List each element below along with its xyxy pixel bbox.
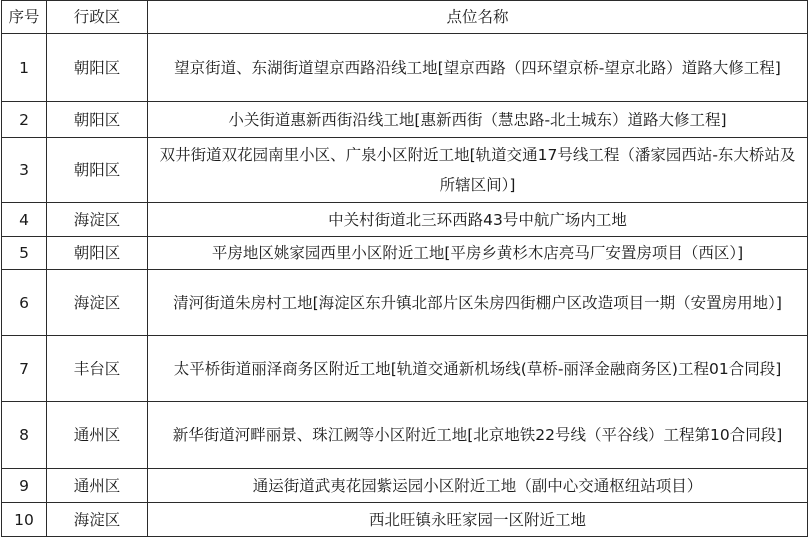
serial-no-cell: 10 [2, 503, 47, 537]
table-row [2, 203, 808, 237]
place-name-cell: 双井街道双花园南里小区、广泉小区附近工地[轨道交通17号线工程（潘家园西站-东大桥站及所辖区间）] [148, 138, 808, 203]
header-district: 行政区 [47, 1, 148, 34]
place-name-cell: 小关街道惠新西街沿线工地[惠新西街（慧忠路-北土城东）道路大修工程] [148, 102, 808, 138]
place-name-cell: 中关村街道北三环西路43号中航广场内工地 [148, 203, 808, 237]
place-name-cell: 新华街道河畔丽景、珠江阙等小区附近工地[北京地铁22号线（平谷线）工程第10合同段] [148, 402, 808, 469]
place-name-cell: 清河街道朱房村工地[海淀区东升镇北部片区朱房四街棚户区改造项目一期（安置房用地）] [148, 270, 808, 336]
place-name-cell: 平房地区姚家园西里小区附近工地[平房乡黄杉木店亮马厂安置房项目（西区）] [148, 237, 808, 270]
header-serial-no: 序号 [2, 1, 47, 34]
serial-no-cell: 2 [2, 102, 47, 138]
district-cell: 朝阳区 [47, 34, 148, 102]
district-cell: 朝阳区 [47, 102, 148, 138]
district-cell: 通州区 [47, 469, 148, 503]
header-row [2, 1, 808, 34]
table-row [2, 237, 808, 270]
district-cell: 海淀区 [47, 270, 148, 336]
table-row [2, 402, 808, 469]
header-place-name: 点位名称 [148, 1, 808, 34]
place-name-cell: 望京街道、东湖街道望京西路沿线工地[望京西路（四环望京桥-望京北路）道路大修工程] [148, 34, 808, 102]
district-cell: 丰台区 [47, 336, 148, 402]
place-name-cell: 通运街道武夷花园紫运园小区附近工地（副中心交通枢纽站项目） [148, 469, 808, 503]
serial-no-cell: 8 [2, 402, 47, 469]
district-cell: 朝阳区 [47, 138, 148, 203]
table-row [2, 336, 808, 402]
table-row [2, 138, 808, 203]
serial-no-cell: 3 [2, 138, 47, 203]
serial-no-cell: 4 [2, 203, 47, 237]
table-row [2, 469, 808, 503]
serial-no-cell: 9 [2, 469, 47, 503]
serial-no-cell: 7 [2, 336, 47, 402]
table-row [2, 34, 808, 102]
serial-no-cell: 5 [2, 237, 47, 270]
district-cell: 朝阳区 [47, 237, 148, 270]
district-cell: 通州区 [47, 402, 148, 469]
district-cell: 海淀区 [47, 203, 148, 237]
district-cell: 海淀区 [47, 503, 148, 537]
construction-sites-table [1, 0, 808, 537]
table-row [2, 102, 808, 138]
place-name-cell: 西北旺镇永旺家园一区附近工地 [148, 503, 808, 537]
serial-no-cell: 6 [2, 270, 47, 336]
table-row [2, 503, 808, 537]
serial-no-cell: 1 [2, 34, 47, 102]
table-row [2, 270, 808, 336]
place-name-cell: 太平桥街道丽泽商务区附近工地[轨道交通新机场线(草桥-丽泽金融商务区)工程01合同段] [148, 336, 808, 402]
